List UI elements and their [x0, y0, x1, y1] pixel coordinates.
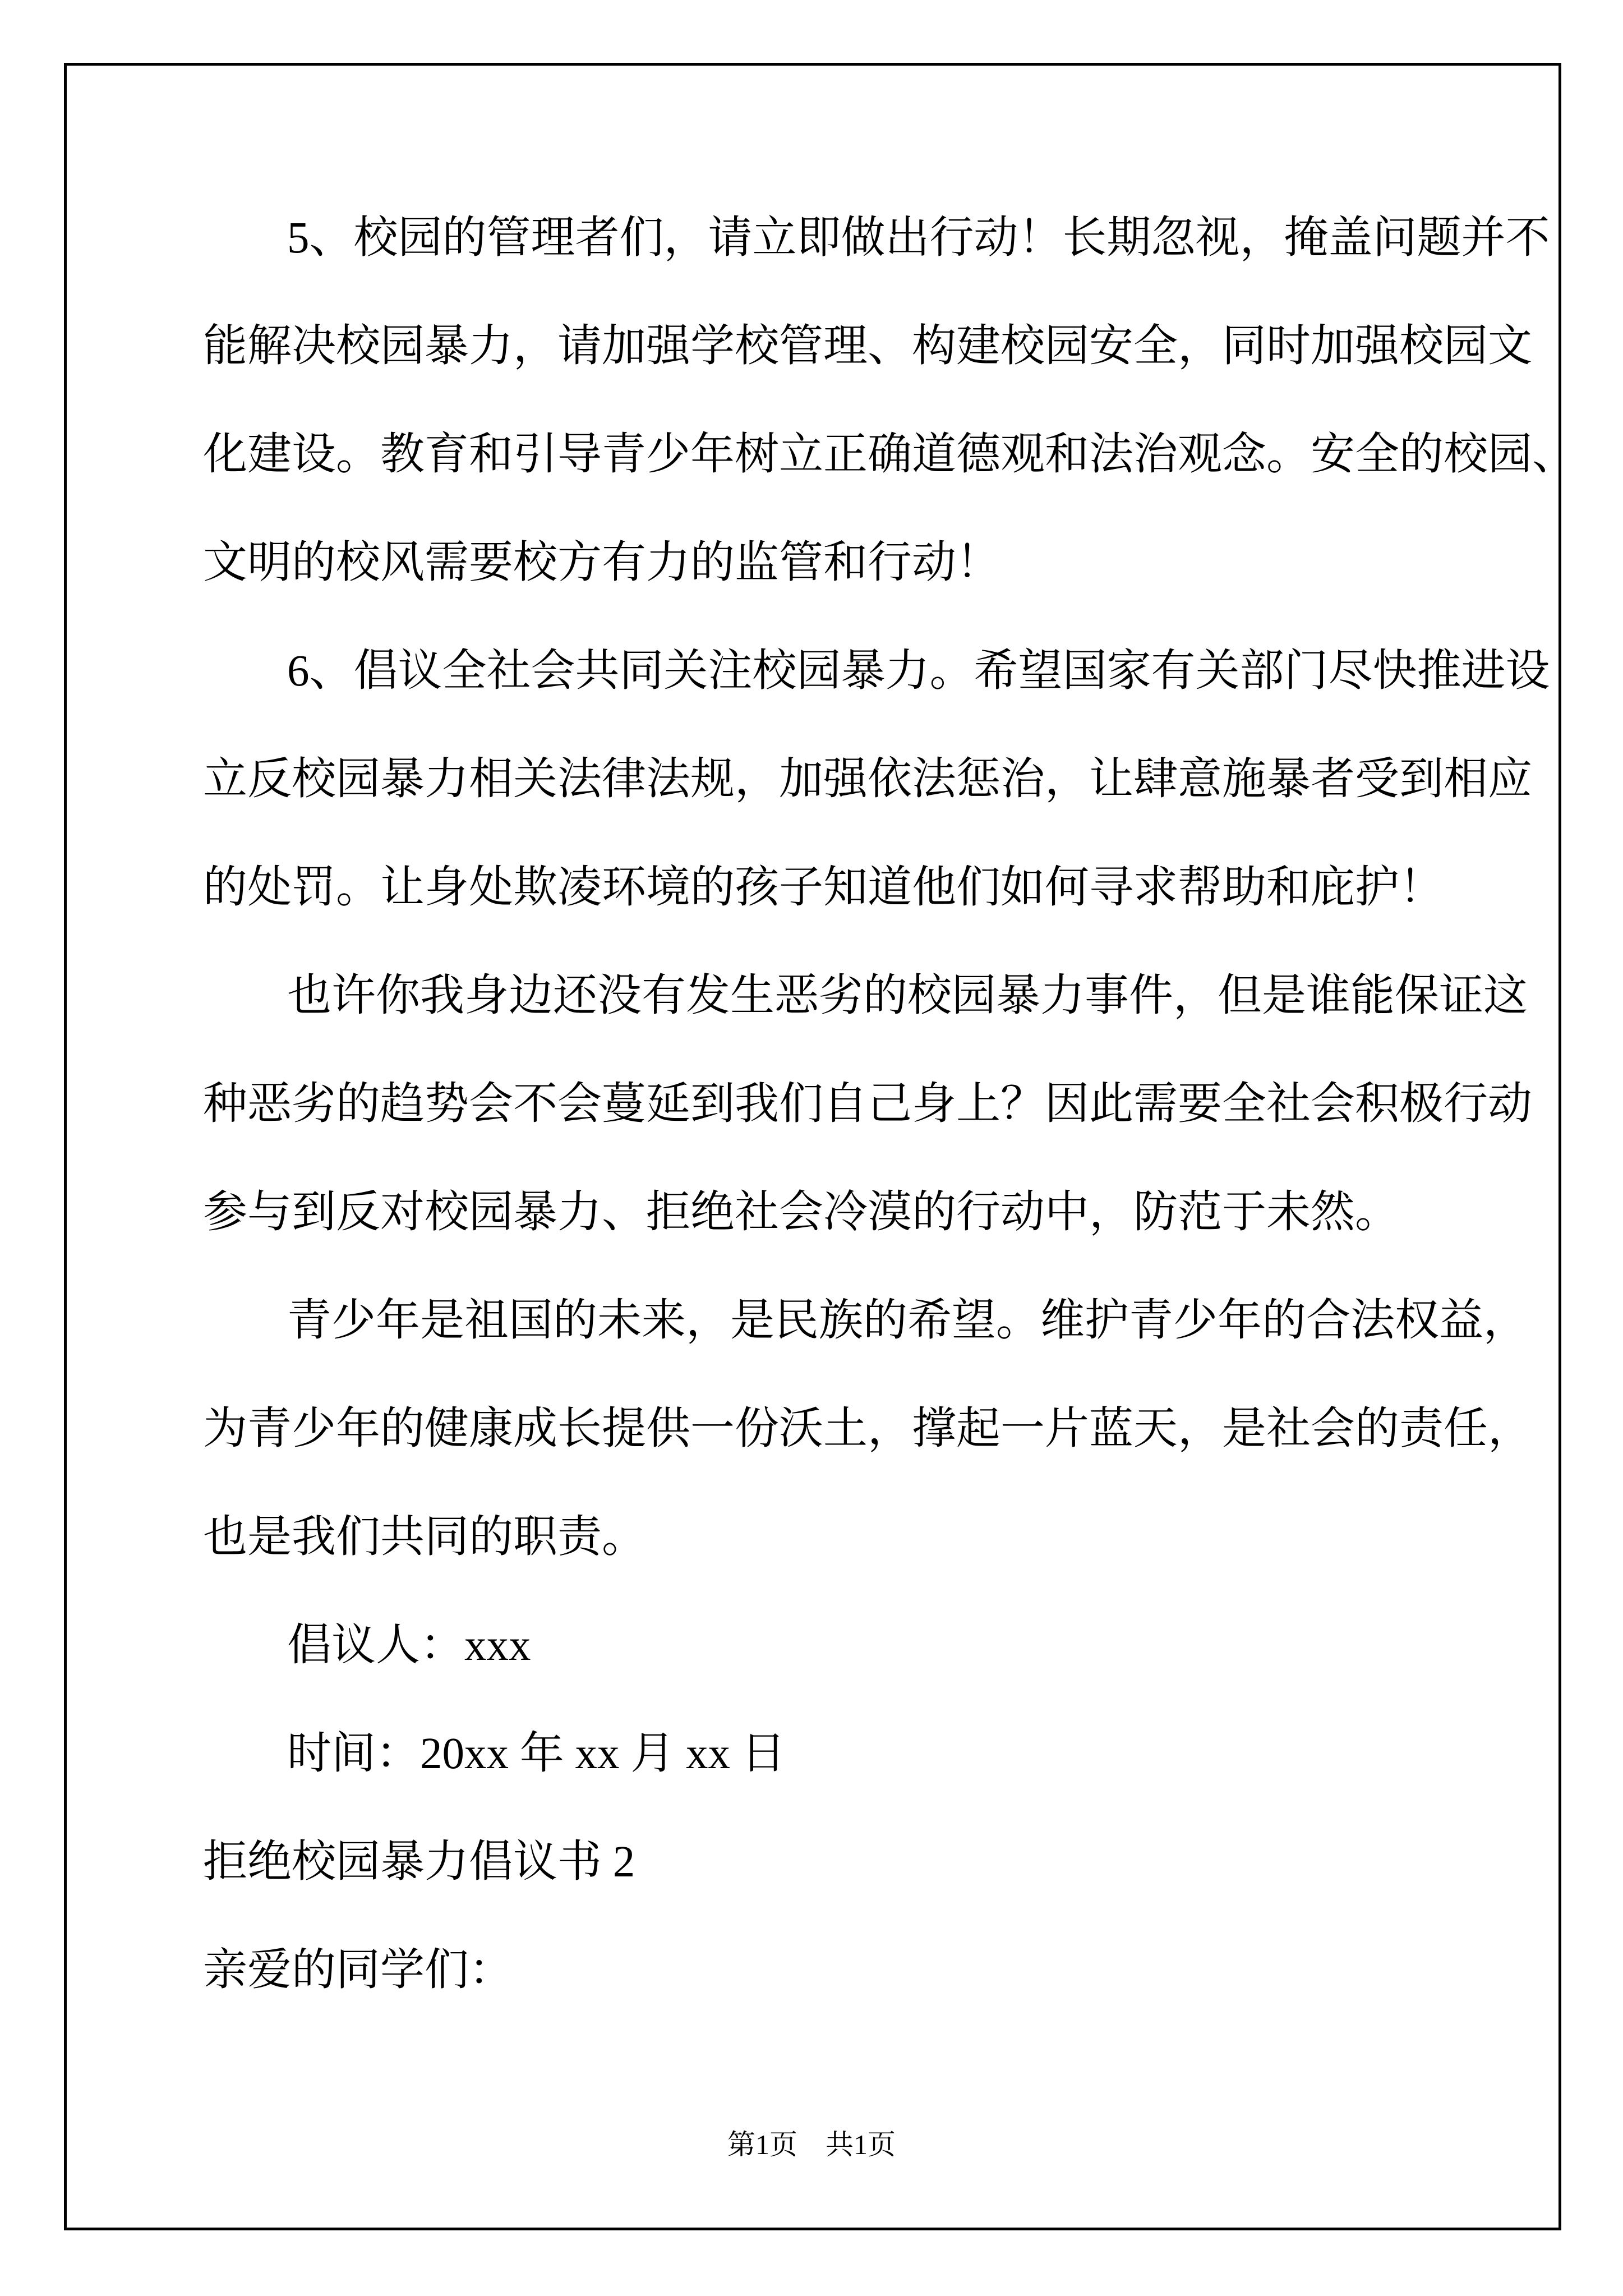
- text-line: 的处罚。让身处欺凌环境的孩子知道他们如何寻求帮助和庇护！: [203, 863, 1444, 912]
- text-line: 能解决校园暴力，请加强学校管理、构建校园安全，同时加强校园文: [203, 322, 1532, 371]
- text-line: 6、倡议全社会共同关注校园暴力。希望国家有关部门尽快推进设: [287, 647, 1550, 696]
- page-number: 第1页 共1页: [727, 2129, 896, 2160]
- text-line: 参与到反对校园暴力、拒绝社会冷漠的行动中，防范于未然。: [203, 1188, 1399, 1237]
- text-line: 立反校园暴力相关法律法规，加强依法惩治，让肆意施暴者受到相应: [203, 755, 1532, 804]
- text-line: 化建设。教育和引导青少年树立正确道德观和法治观念。安全的校园、: [203, 430, 1576, 479]
- text-line: 倡议人：xxx: [287, 1621, 531, 1670]
- text-line: 亲爱的同学们：: [203, 1946, 513, 1995]
- text-line: 也许你我身边还没有发生恶劣的校园暴力事件，但是谁能保证这: [287, 972, 1528, 1020]
- text-line: 为青少年的健康成长提供一份沃土，撑起一片蓝天，是社会的责任，: [203, 1405, 1532, 1453]
- text-line: 5、校园的管理者们，请立即做出行动！长期忽视，掩盖问题并不: [287, 214, 1550, 263]
- text-line: 文明的校风需要校方有力的监管和行动！: [203, 539, 1000, 587]
- text-line: 种恶劣的趋势会不会蔓延到我们自己身上？因此需要全社会积极行动: [203, 1080, 1532, 1129]
- document-body: [203, 184, 1576, 2024]
- text-line: 拒绝校园暴力倡议书 2: [203, 1838, 635, 1887]
- text-line: 也是我们共同的职责。: [203, 1513, 646, 1562]
- text-line: 时间：20xx 年 xx 月 xx 日: [287, 1729, 786, 1778]
- text-line: 青少年是祖国的未来，是民族的希望。维护青少年的合法权益，: [287, 1296, 1528, 1345]
